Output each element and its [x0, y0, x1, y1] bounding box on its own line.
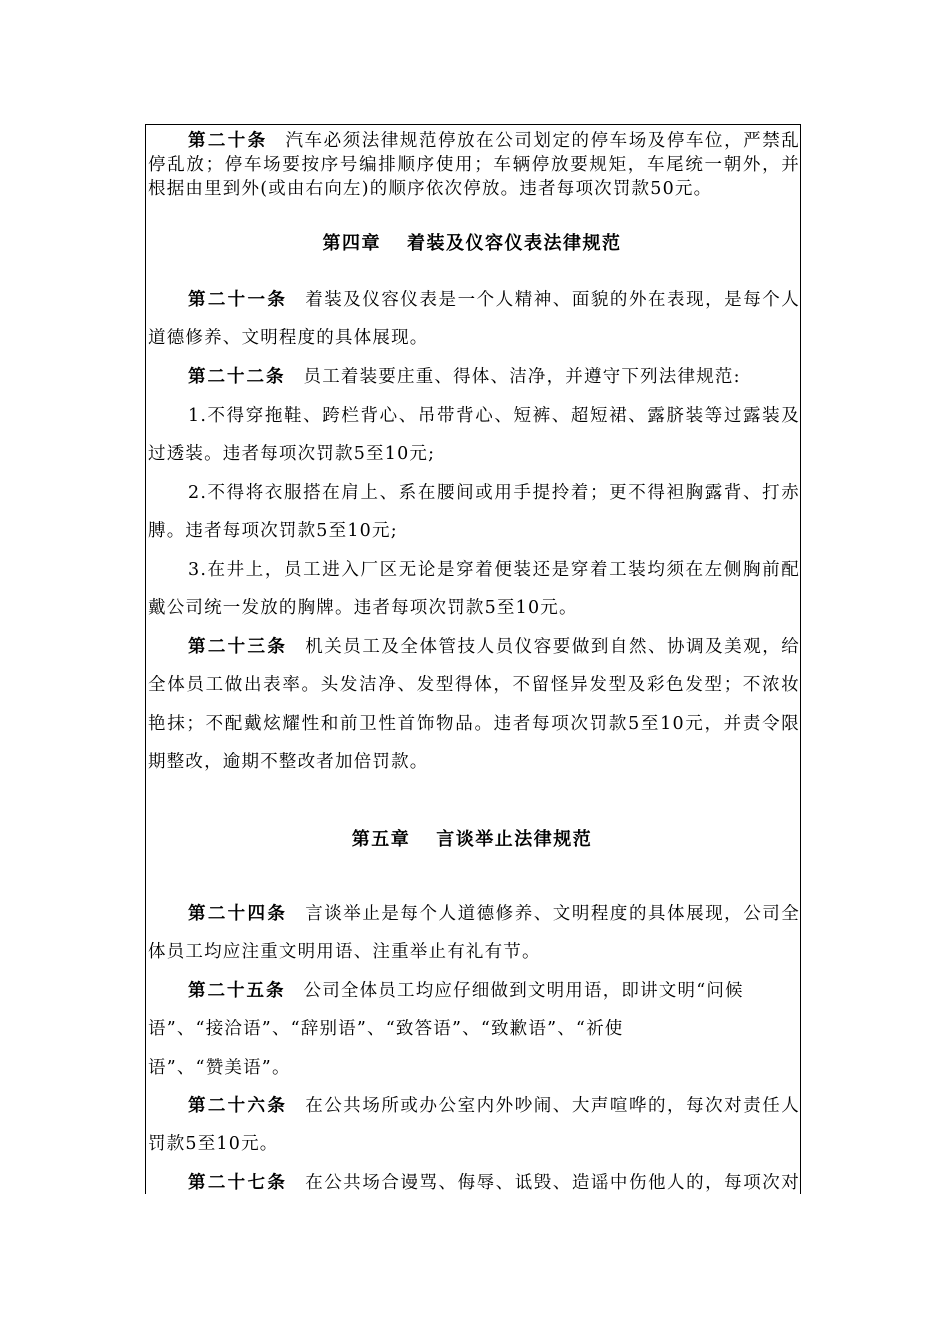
- chapter-4-heading: [146, 229, 798, 255]
- article-26-label: 第二十六条: [188, 1096, 288, 1116]
- article-20-text-1: 汽车必须法律规范停放在公司划定的停车场及停车位，严禁乱: [285, 131, 800, 151]
- article-25-line-3: 语”、“赞美语”。: [148, 1058, 291, 1078]
- chapter-5-number: 第五章: [351, 829, 411, 850]
- article-22-line-1: [148, 365, 800, 389]
- article-20-line-1: [148, 129, 800, 153]
- article-24-text-1: 言谈举止是每个人道德修养、文明程度的具体展现，公司全: [305, 904, 800, 924]
- article-22-item-1-line-2: 过透装。违者每项次罚款5至10元;: [148, 444, 436, 464]
- article-20-label: 第二十条: [188, 131, 268, 151]
- article-23-text-1: 机关员工及全体管技人员仪容要做到自然、协调及美观，给: [305, 637, 800, 657]
- article-26-text-1: 在公共场所或办公室内外吵闹、大声喧哗的，每次对责任人: [305, 1096, 800, 1116]
- article-23-line-2: 全体员工做出表率。头发洁净、发型得体，不留怪异发型及彩色发型；不浓妆: [148, 675, 800, 695]
- article-23-line-3: 艳抹；不配戴炫耀性和前卫性首饰物品。违者每项次罚款5至10元，并责令限: [148, 714, 800, 734]
- article-22-item-1-line-1: 1.不得穿拖鞋、跨栏背心、吊带背心、短裤、超短裙、露脐装等过露装及: [188, 406, 800, 426]
- article-21-line-2: 道德修养、文明程度的具体展现。: [148, 328, 429, 348]
- article-24-label: 第二十四条: [188, 904, 288, 924]
- article-26-line-2: 罚款5至10元。: [148, 1134, 279, 1154]
- article-23-line-1: [148, 635, 800, 659]
- article-25-text-1: 公司全体员工均应仔细做到文明用语，即讲文明“问候: [303, 981, 744, 1001]
- article-22-item-2-line-1: 2.不得将衣服搭在肩上、系在腰间或用手提拎着；更不得袒胸露背、打赤: [188, 483, 800, 503]
- article-22-item-3-line-1: 3.在井上，员工进入厂区无论是穿着便装还是穿着工装均须在左侧胸前配: [188, 560, 800, 580]
- article-23-line-4: 期整改，逾期不整改者加倍罚款。: [148, 752, 429, 772]
- article-27-line-1: [148, 1171, 800, 1194]
- article-25-line-2: 语”、“接洽语”、“辞别语”、“致答语”、“致歉语”、“祈使: [148, 1019, 624, 1039]
- article-25-label: 第二十五条: [188, 981, 286, 1001]
- article-22-item-2-line-2: 膊。违者每项次罚款5至10元;: [148, 521, 398, 541]
- chapter-4-title: 着装及仪容仪表法律规范: [407, 233, 622, 254]
- article-21-line-1: [148, 288, 800, 312]
- chapter-5-title: 言谈举止法律规范: [436, 829, 593, 850]
- article-22-text-1: 员工着装要庄重、得体、洁净，并遵守下列法律规范:: [303, 367, 741, 387]
- article-22-item-3-line-2: 戴公司统一发放的胸牌。违者每项次罚款5至10元。: [148, 598, 578, 618]
- article-26-line-1: [148, 1094, 800, 1118]
- chapter-4-number: 第四章: [322, 233, 381, 254]
- article-20-line-2: 停乱放；停车场要按序号编排顺序使用；车辆停放要规矩，车尾统一朝外，并: [148, 155, 800, 175]
- article-23-label: 第二十三条: [188, 637, 288, 657]
- article-27-text-1: 在公共场合谩骂、侮辱、诋毁、造谣中伤他人的，每项次对: [305, 1173, 800, 1193]
- article-21-label: 第二十一条: [188, 290, 288, 310]
- article-25-line-1: [148, 979, 800, 1003]
- article-20-line-3: 根据由里到外(或由右向左)的顺序依次停放。违者每项次罚款50元。: [148, 179, 713, 199]
- chapter-5-heading: [146, 825, 798, 851]
- document-frame: [145, 124, 801, 1194]
- article-22-label: 第二十二条: [188, 367, 286, 387]
- article-24-line-1: [148, 902, 800, 926]
- article-27-label: 第二十七条: [188, 1173, 288, 1193]
- article-21-text-1: 着装及仪容仪表是一个人精神、面貌的外在表现，是每个人: [305, 290, 800, 310]
- article-24-line-2: 体员工均应注重文明用语、注重举止有礼有节。: [148, 942, 541, 962]
